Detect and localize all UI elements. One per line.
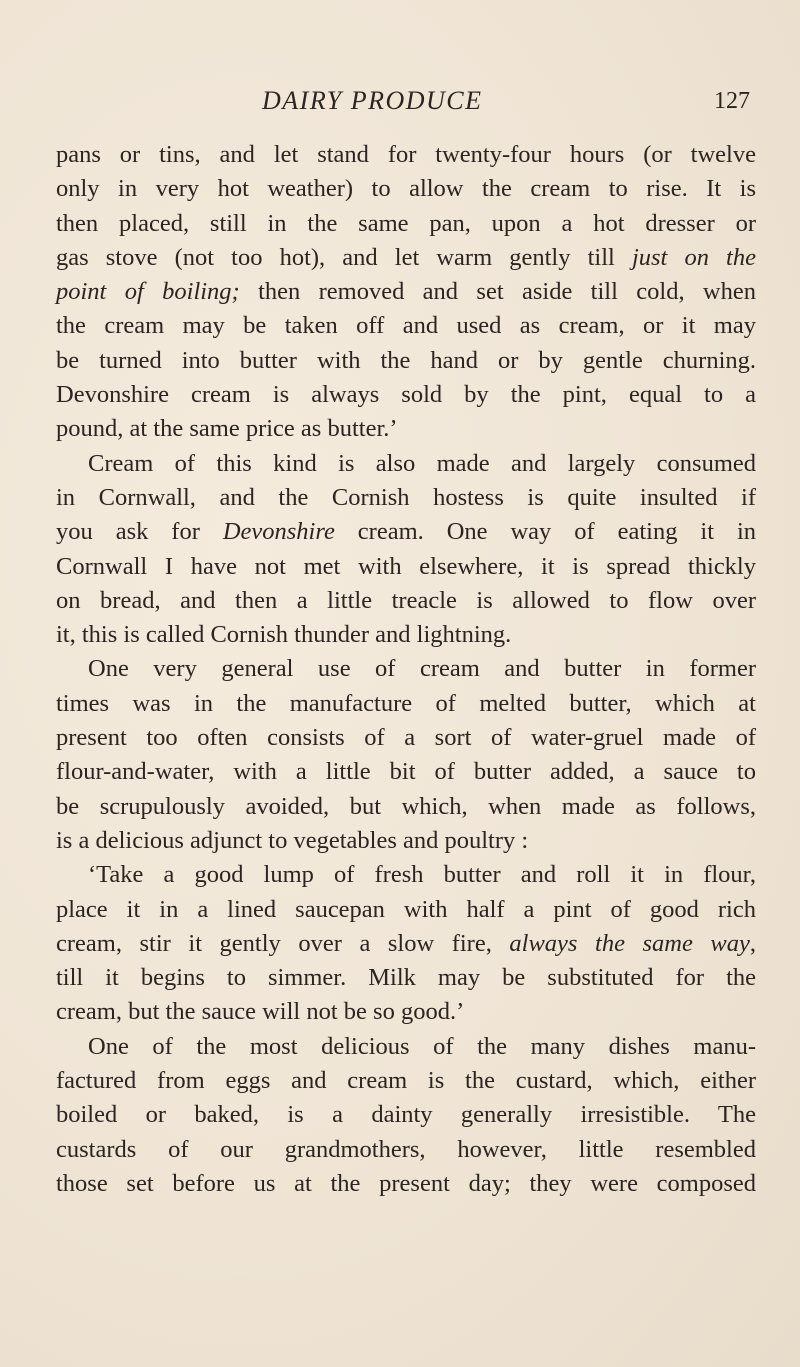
text-line: place it in a lined saucepan with half a pint of good rich bbox=[56, 895, 756, 923]
paragraph-start-line: One very general use of cream and butter in former bbox=[88, 655, 756, 683]
running-head bbox=[0, 86, 800, 126]
paragraph-start-line: Cream of this kind is also made and largely consumed bbox=[88, 449, 756, 477]
text-line: only in very hot weather) to allow the cream to rise. It is bbox=[56, 175, 756, 203]
text-line: on bread, and then a little treacle is allowed to flow over bbox=[56, 586, 756, 614]
text-line: pound, at the same price as butter.’ bbox=[56, 415, 398, 443]
text-line: Devonshire cream is always sold by the pint, equal to a bbox=[56, 381, 756, 409]
text-line: present too often consists of a sort of water-gruel made of bbox=[56, 724, 756, 752]
text-line: you ask for Devonshire cream. One way of eating it in bbox=[56, 518, 756, 546]
text-line: gas stove (not too hot), and let warm gently till just on the bbox=[56, 243, 756, 271]
text-line: then placed, still in the same pan, upon a hot dresser or bbox=[56, 209, 756, 237]
paragraph-start-line: One of the most delicious of the many dishes manu- bbox=[88, 1032, 756, 1060]
text-line: pans or tins, and let stand for twenty-four hours (or twelve bbox=[56, 141, 756, 168]
body-text bbox=[56, 138, 756, 1201]
text-line: till it begins to simmer. Milk may be substituted for the bbox=[56, 964, 756, 992]
text-line: Cornwall I have not met with elsewhere, it is spread thickly bbox=[56, 552, 756, 580]
text-line: in Cornwall, and the Cornish hostess is quite insulted if bbox=[56, 483, 756, 511]
text-line: be scrupulously avoided, but which, when made as follows, bbox=[56, 792, 756, 820]
text-line: times was in the manufacture of melted butter, which at bbox=[56, 689, 756, 717]
paragraph-start-line: ‘Take a good lump of fresh butter and roll it in flour, bbox=[88, 861, 756, 889]
text-line: point of boiling; then removed and set aside till cold, when bbox=[56, 278, 756, 306]
page-number: 127 bbox=[714, 88, 750, 114]
text-line: cream, stir it gently over a slow fire, always the same way, bbox=[56, 929, 757, 957]
text-line: factured from eggs and cream is the custard, which, either bbox=[56, 1067, 756, 1095]
text-line: cream, but the sauce will not be so good.’ bbox=[56, 998, 465, 1026]
text-line: it, this is called Cornish thunder and lightning. bbox=[56, 621, 512, 649]
text-line: be turned into butter with the hand or by gentle churning. bbox=[56, 346, 756, 374]
text-line: flour-and-water, with a little bit of butter added, a sauce to bbox=[56, 758, 756, 786]
running-title: DAIRY PRODUCE bbox=[262, 86, 483, 115]
text-line: those set before us at the present day; they were composed bbox=[56, 1169, 756, 1197]
text-line: boiled or baked, is a dainty generally irresistible. The bbox=[56, 1101, 756, 1129]
text-line: custards of our grandmothers, however, little resembled bbox=[56, 1135, 756, 1163]
text-line: is a delicious adjunct to vegetables and poultry : bbox=[56, 826, 529, 854]
text-line: the cream may be taken off and used as cream, or it may bbox=[56, 312, 756, 340]
